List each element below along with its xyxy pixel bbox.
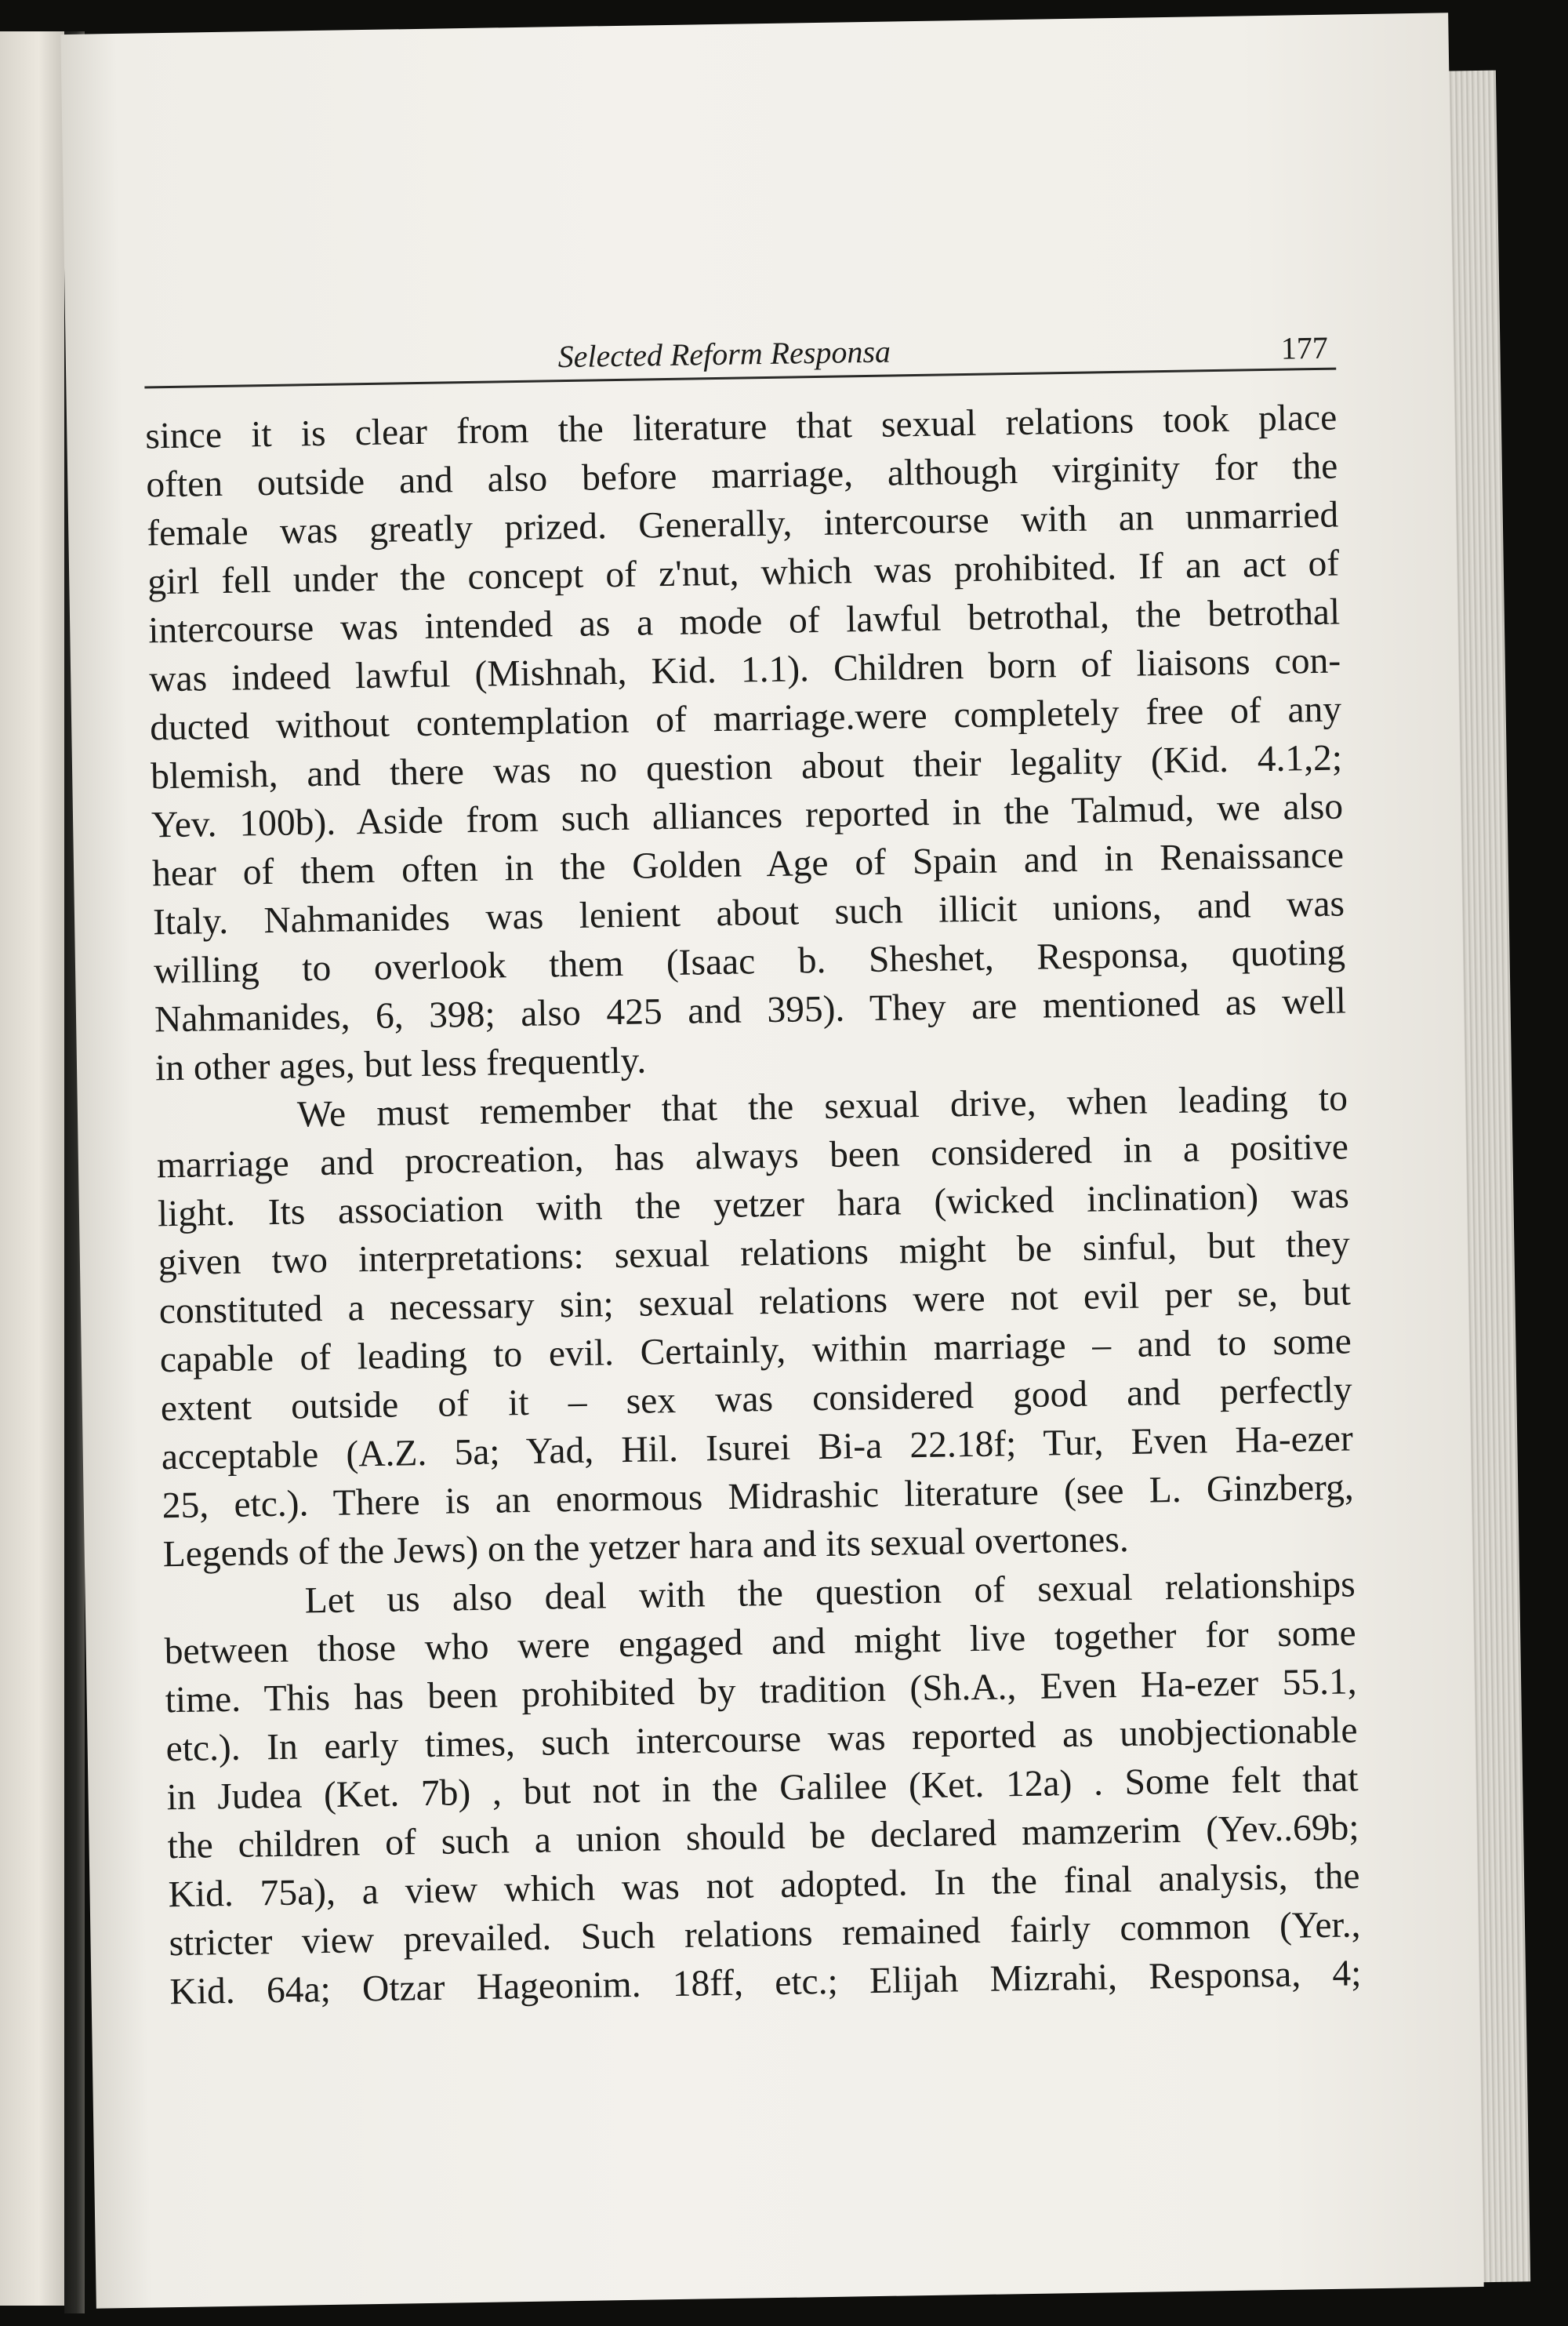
text-line: acceptable (A.Z. 5a; Yad, Hil. Isurei Bi-a 22.18f; Tur, Even Ha-ezer	[161, 1418, 1354, 1478]
text-line: given two interpretations: sexual relations might be sinful, but they	[158, 1223, 1351, 1284]
text-line: light. Its association with the yetzer hara (wicked inclination) was	[157, 1175, 1350, 1235]
text-line: Legends of the Jews) on the yetzer hara and its sexual overtones.	[162, 1518, 1130, 1576]
text-line: time. This has been prohibited by tradition (Sh.A., Even Ha-ezer 55.1,	[165, 1661, 1357, 1721]
text-line: Let us also deal with the question of sexual relationships	[304, 1564, 1356, 1622]
paragraph-1	[145, 394, 1347, 1093]
text-line: ducted without contemplation of marriage.were completely free of any	[149, 689, 1342, 749]
text-line: since it is clear from the literature that sexual relations took place	[144, 397, 1338, 457]
page-content	[143, 313, 1362, 2017]
left-page-edge	[0, 31, 64, 2306]
text-line: the children of such a union should be declared mamzerim (Yev..69b;	[167, 1807, 1359, 1867]
text-line: etc.). In early times, such intercourse was reported as unobjectionable	[165, 1710, 1358, 1770]
text-line: 25, etc.). There is an enormous Midrashic literature (see L. Ginzberg,	[162, 1466, 1355, 1527]
text-line: was indeed lawful (Mishnah, Kid. 1.1). Children born of liaisons con-	[148, 640, 1341, 700]
text-line: intercourse was intended as a mode of lawful betrothal, the betrothal	[147, 591, 1341, 652]
page-number: 177	[1280, 329, 1329, 366]
text-line: constituted a necessary sin; sexual relations were not evil per se, but	[158, 1272, 1352, 1332]
text-line: girl fell under the concept of z'nut, which was prohibited. If an act of	[147, 543, 1340, 603]
text-line: female was greatly prized. Generally, intercourse with an unmarried	[146, 494, 1339, 554]
text-line: often outside and also before marriage, although virginity for the	[145, 445, 1338, 506]
running-head-title: Selected Reform Responsa	[557, 333, 891, 375]
text-line: hear of them often in the Golden Age of Spain and in Renaissance	[151, 834, 1345, 895]
book-page	[60, 13, 1483, 2308]
text-line: in other ages, but less frequently.	[154, 1040, 647, 1089]
text-line: Kid. 64a; Otzar Hageonim. 18ff, etc.; Elijah Mizrahi, Responsa, 4;	[169, 1953, 1362, 2013]
text-line: willing to overlook them (Isaac b. Sheshet, Responsa, quoting	[153, 932, 1346, 992]
text-line: marriage and procreation, has always been considered in a positive	[156, 1126, 1349, 1187]
paragraph-2	[156, 1074, 1356, 1579]
text-line: blemish, and there was no question about their legality (Kid. 4.1,2;	[150, 737, 1343, 798]
text-line: capable of leading to evil. Certainly, within marriage – and to some	[159, 1321, 1352, 1381]
body-text	[145, 394, 1362, 2017]
running-head	[143, 313, 1336, 389]
text-line: Kid. 75a), a view which was not adopted. In the final analysis, the	[168, 1855, 1360, 1916]
text-line: Italy. Nahmanides was lenient about such illicit unions, and was	[152, 883, 1345, 943]
text-line: Yev. 100b). Aside from such alliances reported in the Talmud, we also	[151, 786, 1344, 846]
paragraph-3	[163, 1560, 1362, 2016]
text-line: We must remember that the sexual drive, when leading to	[296, 1078, 1348, 1136]
text-line: in Judea (Ket. 7b) , but not in the Galilee (Ket. 12a) . Some felt that	[166, 1758, 1359, 1819]
text-line: stricter view prevailed. Such relations remained fairly common (Yer.,	[169, 1904, 1361, 1964]
text-line: Nahmanides, 6, 398; also 425 and 395). They are mentioned as well	[154, 980, 1347, 1041]
text-line: extent outside of it – sex was considered good and perfectly	[160, 1369, 1353, 1430]
text-line: between those who were engaged and might live together for some	[164, 1612, 1356, 1673]
